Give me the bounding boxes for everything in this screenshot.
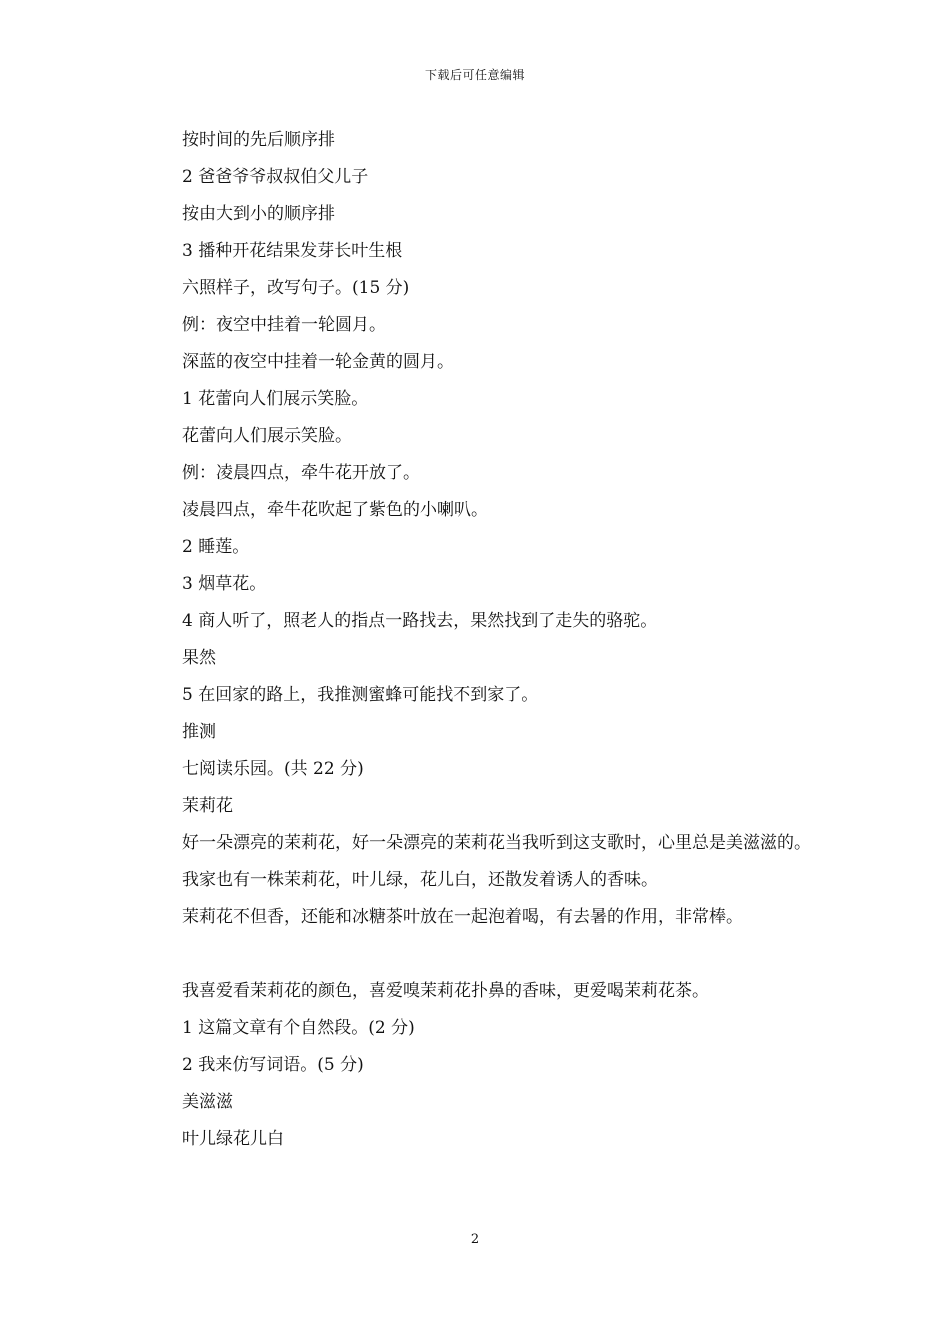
text-line: 深蓝的夜空中挂着一轮金黄的圆月。 xyxy=(182,352,454,372)
text-line: 花蕾向人们展示笑脸。 xyxy=(182,426,352,446)
section-heading: 七阅读乐园。(共 22 分) xyxy=(182,759,364,779)
text-line: 叶儿绿花儿白 xyxy=(182,1129,284,1149)
text-line: 果然 xyxy=(182,648,216,668)
passage-paragraph: 好一朵漂亮的茉莉花，好一朵漂亮的茉莉花当我听到这支歌时，心里总是美滋滋的。 xyxy=(182,833,811,853)
passage-title: 茉莉花 xyxy=(182,796,233,816)
text-line: 4 商人听了，照老人的指点一路找去，果然找到了走失的骆驼。 xyxy=(182,611,658,631)
passage-paragraph: 茉莉花不但香，还能和冰糖茶叶放在一起泡着喝，有去暑的作用，非常棒。 xyxy=(182,907,743,927)
text-line: 例：凌晨四点，牵牛花开放了。 xyxy=(182,463,420,483)
text-line: 3 播种开花结果发芽长叶生根 xyxy=(182,241,403,261)
page-header: 下载后可任意编辑 xyxy=(424,68,525,82)
text-line: 5 在回家的路上，我推测蜜蜂可能找不到家了。 xyxy=(182,685,539,705)
text-line: 凌晨四点，牵牛花吹起了紫色的小喇叭。 xyxy=(182,500,488,520)
text-line: 按时间的先后顺序排 xyxy=(182,130,335,150)
text-line: 按由大到小的顺序排 xyxy=(182,204,335,224)
text-line: 2 睡莲。 xyxy=(182,537,250,557)
passage-paragraph: 我喜爱看茉莉花的颜色，喜爱嗅茉莉花扑鼻的香味，更爱喝茉莉花茶。 xyxy=(182,981,709,1001)
text-line: 2 爸爸爷爷叔叔伯父儿子 xyxy=(182,167,369,187)
blank-line xyxy=(145,936,825,973)
question-line: 2 我来仿写词语。(5 分) xyxy=(182,1055,364,1075)
text-line: 美滋滋 xyxy=(182,1092,233,1112)
document-body xyxy=(145,122,825,1158)
text-line: 3 烟草花。 xyxy=(182,574,267,594)
text-line: 例：夜空中挂着一轮圆月。 xyxy=(182,315,386,335)
text-line: 1 花蕾向人们展示笑脸。 xyxy=(182,389,369,409)
passage-paragraph: 我家也有一株茉莉花，叶儿绿，花儿白，还散发着诱人的香味。 xyxy=(182,870,658,890)
page-number: 2 xyxy=(470,1232,480,1247)
question-line: 1 这篇文章有个自然段。(2 分) xyxy=(182,1018,415,1038)
section-heading: 六照样子，改写句子。(15 分) xyxy=(182,278,410,298)
text-line: 推测 xyxy=(182,722,216,742)
